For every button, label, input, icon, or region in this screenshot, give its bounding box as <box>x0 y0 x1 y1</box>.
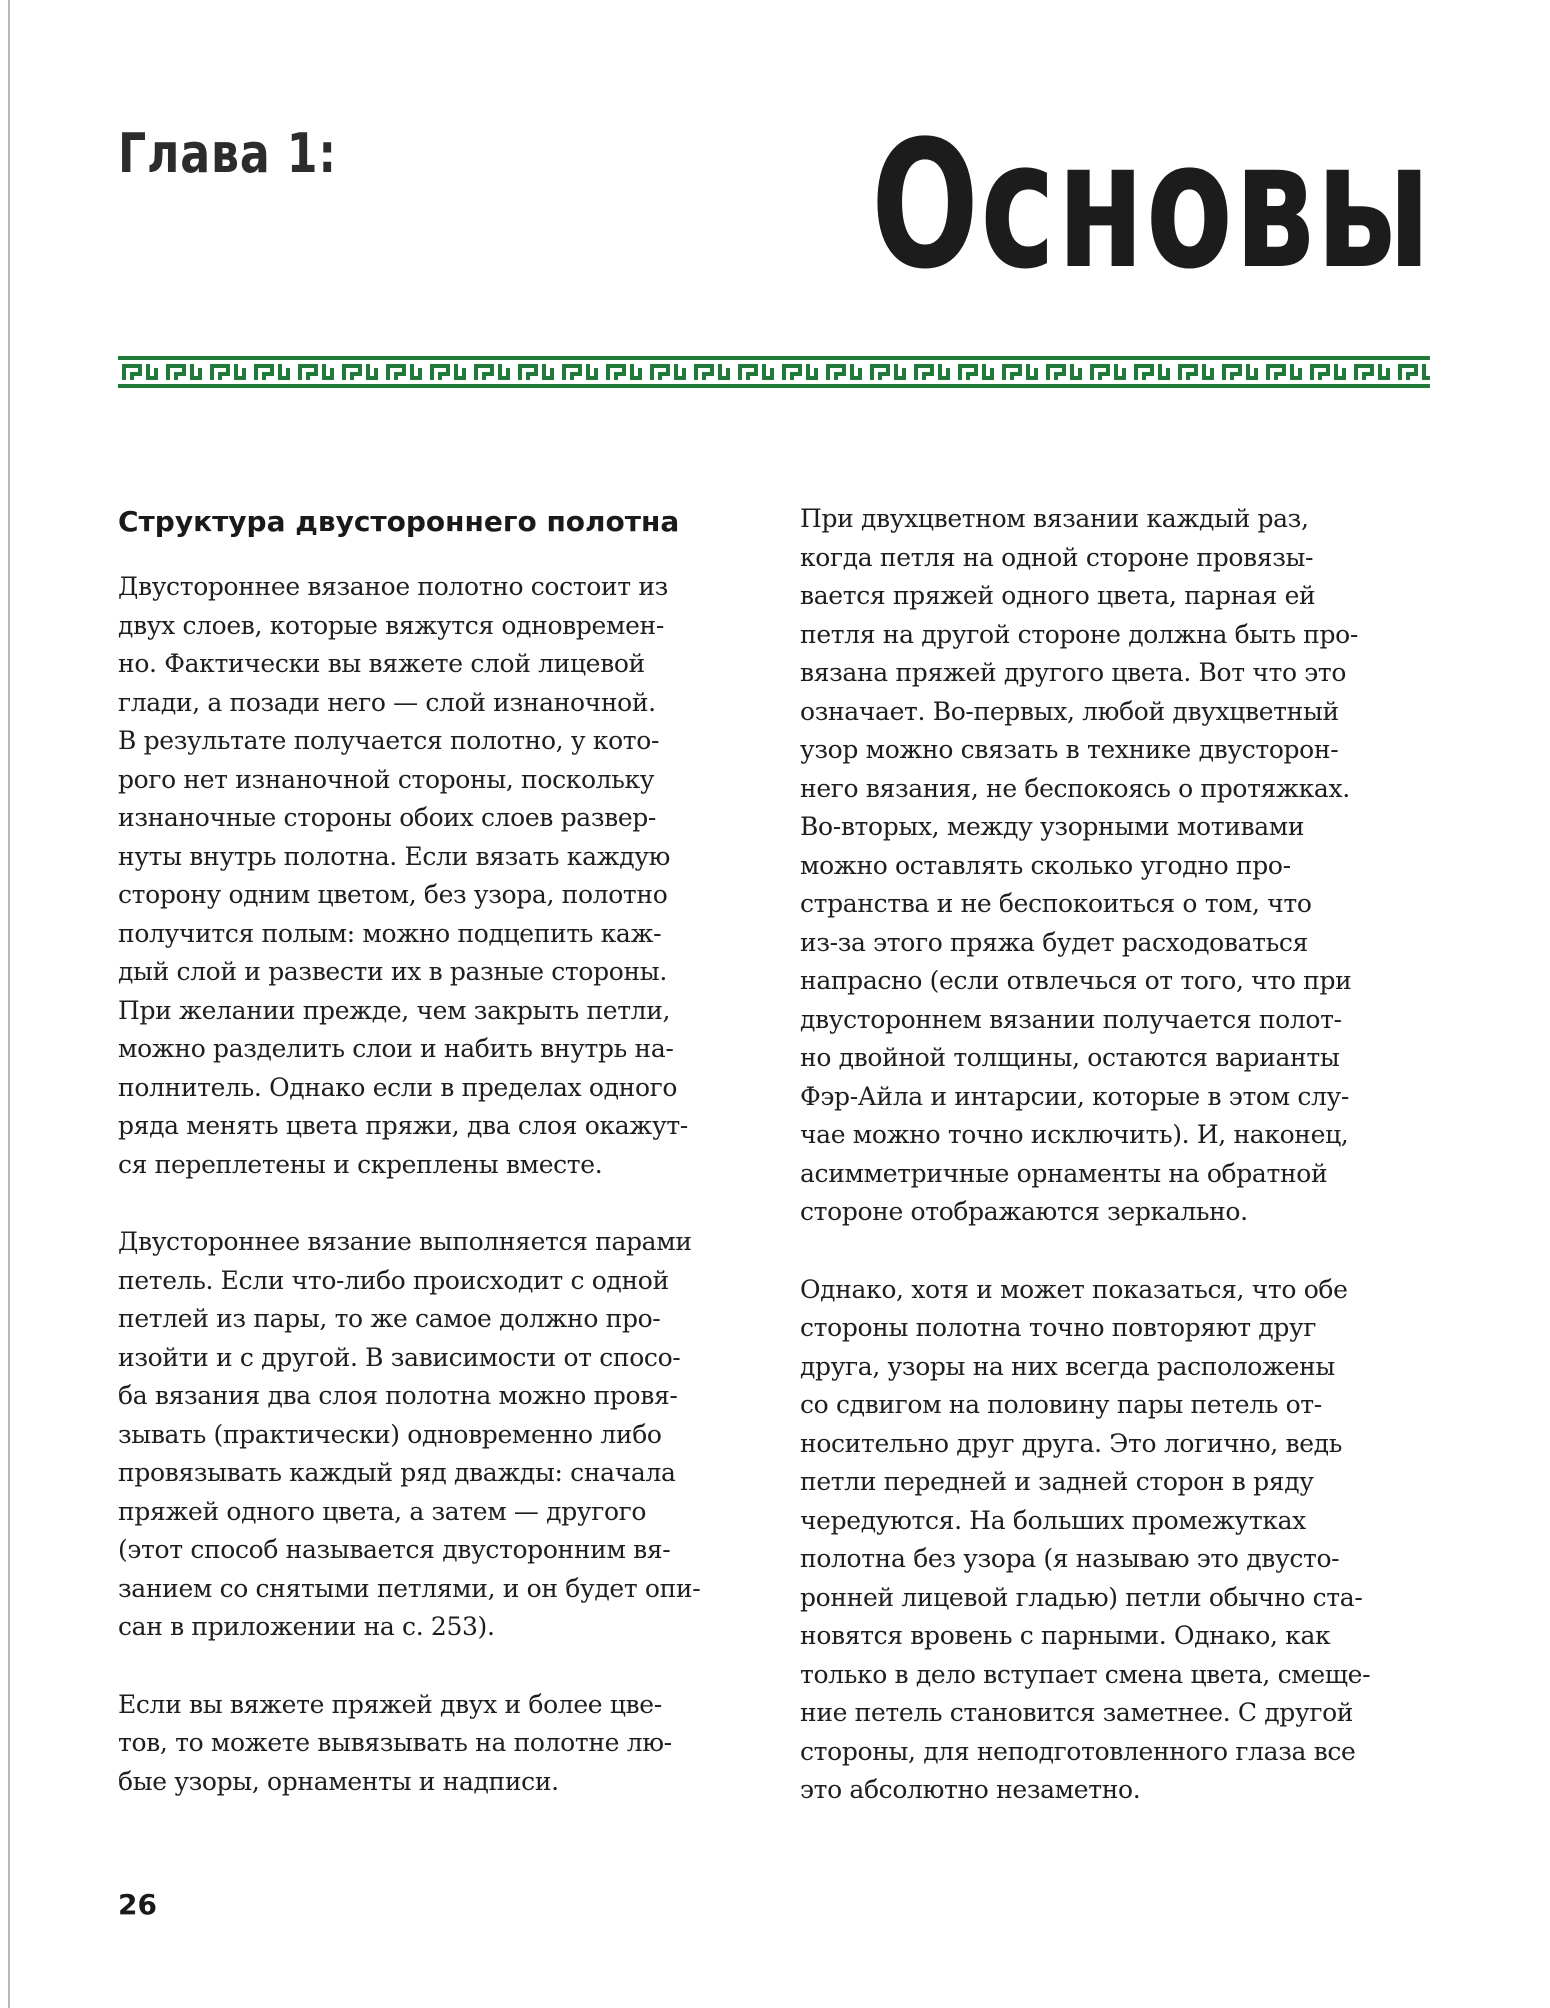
text-line: сан в приложении на с. 253). <box>118 1612 495 1641</box>
paragraph <box>118 1223 756 1647</box>
text-line: Во-вторых, между узорными мотивами <box>800 812 1305 841</box>
text-line: зывать (практически) одновременно либо <box>118 1419 662 1449</box>
text-line: носительно друг друга. Это логично, ведь <box>800 1428 1342 1458</box>
page-number: 26 <box>118 1888 157 1921</box>
text-line: Двустороннее вязание выполняется парами <box>118 1227 692 1256</box>
text-line: него вязания, не беспокоясь о протяжках. <box>800 773 1350 803</box>
left-column <box>118 500 756 1840</box>
text-line: чередуются. На больших промежутках <box>800 1505 1306 1535</box>
text-line: полотна без узора (я называю это двусто- <box>800 1544 1340 1573</box>
text-line: когда петля на одной стороне провязы- <box>800 542 1314 572</box>
text-line: полнитель. Однако если в пределах одного <box>118 1072 678 1102</box>
paragraph <box>800 1271 1438 1810</box>
text-line: вается пряжей одного цвета, парная ей <box>800 581 1316 610</box>
text-line: вязана пряжей другого цвета. Вот что это <box>800 658 1347 687</box>
text-line: При двухцветном вязании каждый раз, <box>800 504 1309 533</box>
text-line: петель. Если что-либо происходит с одной <box>118 1265 669 1295</box>
text-line: Фэр-Айла и интарсии, которые в этом слу- <box>800 1081 1349 1111</box>
text-line: ба вязания два слоя полотна можно провя- <box>118 1381 678 1410</box>
text-line: странства и не беспокоиться о том, что <box>800 889 1312 918</box>
text-line: Однако, хотя и может показаться, что обе <box>800 1274 1348 1304</box>
text-line: можно оставлять сколько угодно про- <box>800 850 1291 880</box>
text-line: напрасно (если отвлечься от того, что при <box>800 966 1352 995</box>
text-line: сторону одним цветом, без узора, полотно <box>118 880 668 909</box>
text-line: Двустороннее вязаное полотно состоит из <box>118 572 668 601</box>
text-line: изойти и с другой. В зависимости от спосо- <box>118 1342 681 1372</box>
right-column <box>800 500 1438 1849</box>
chapter-title: Основы <box>871 103 1432 308</box>
text-line: изнаночные стороны обоих слоев развер- <box>118 803 657 832</box>
text-line: друга, узоры на них всегда расположены <box>800 1351 1335 1381</box>
text-line: стороне отображаются зеркально. <box>800 1197 1248 1226</box>
text-line: это абсолютно незаметно. <box>800 1775 1141 1804</box>
text-line: означает. Во-первых, любой двухцветный <box>800 696 1339 726</box>
text-line: дый слой и развести их в разные стороны. <box>118 957 667 986</box>
text-line: Если вы вяжете пряжей двух и более цве- <box>118 1689 662 1719</box>
text-line: глади, а позади него — слой изнаночной. <box>118 687 656 717</box>
text-line: В результате получается полотно, у кото- <box>118 726 660 755</box>
text-line: новятся вровень с парными. Однако, как <box>800 1621 1331 1650</box>
text-line: При желании прежде, чем закрыть петли, <box>118 995 671 1025</box>
text-line: стороны полотна точно повторяют друг <box>800 1313 1317 1342</box>
text-line: петлей из пары, то же самое должно про- <box>118 1304 661 1333</box>
text-line: ние петель становится заметнее. С другой <box>800 1698 1354 1727</box>
text-line: двустороннем вязании получается полот- <box>800 1004 1342 1034</box>
text-line: ронней лицевой гладью) петли обычно ста- <box>800 1582 1363 1612</box>
text-line: но. Фактически вы вяжете слой лицевой <box>118 649 645 678</box>
text-line: петли передней и задней сторон в ряду <box>800 1467 1314 1496</box>
text-line: провязывать каждый ряд дважды: сначала <box>118 1458 676 1487</box>
text-line: тов, то можете вывязывать на полотне лю- <box>118 1728 672 1757</box>
paragraph <box>800 500 1438 1232</box>
text-line: занием со снятыми петлями, и он будет опи- <box>118 1573 701 1603</box>
text-line: со сдвигом на половину пары петель от- <box>800 1390 1322 1419</box>
page-edge-line <box>8 0 10 2008</box>
text-line: пряжей одного цвета, а затем — другого <box>118 1496 647 1526</box>
text-line: но двойной толщины, остаются варианты <box>800 1043 1340 1072</box>
text-line: (этот способ называется двусторонним вя- <box>118 1535 671 1564</box>
section-heading: Структура двустороннего полотна <box>118 505 680 538</box>
text-line: только в дело вступает смена цвета, смеще- <box>800 1659 1371 1689</box>
text-line: бые узоры, орнаменты и надписи. <box>118 1766 559 1796</box>
text-line: можно разделить слои и набить внутрь на- <box>118 1034 674 1063</box>
text-line: двух слоев, которые вяжутся одновремен- <box>118 610 664 640</box>
text-line: асимметричные орнаменты на обратной <box>800 1158 1328 1188</box>
paragraph <box>118 568 756 1184</box>
paragraph <box>118 1686 756 1802</box>
text-line: чае можно точно исключить). И, наконец, <box>800 1120 1349 1149</box>
text-line: нуты внутрь полотна. Если вязать каждую <box>118 841 671 871</box>
text-line: узор можно связать в технике двусторон- <box>800 735 1339 764</box>
text-line: рого нет изнаночной стороны, поскольку <box>118 764 655 794</box>
text-line: ряда менять цвета пряжи, два слоя окажут- <box>118 1111 688 1140</box>
text-line: стороны, для неподготовленного глаза все <box>800 1736 1356 1766</box>
text-line: ся переплетены и скреплены вместе. <box>118 1149 603 1179</box>
text-line: петля на другой стороне должна быть про- <box>800 619 1358 649</box>
green-border-ornament <box>118 350 1430 394</box>
chapter-label: Глава 1: <box>118 122 337 185</box>
text-line: получится полым: можно подцепить каж- <box>118 918 662 948</box>
text-line: из-за этого пряжа будет расходоваться <box>800 927 1308 957</box>
